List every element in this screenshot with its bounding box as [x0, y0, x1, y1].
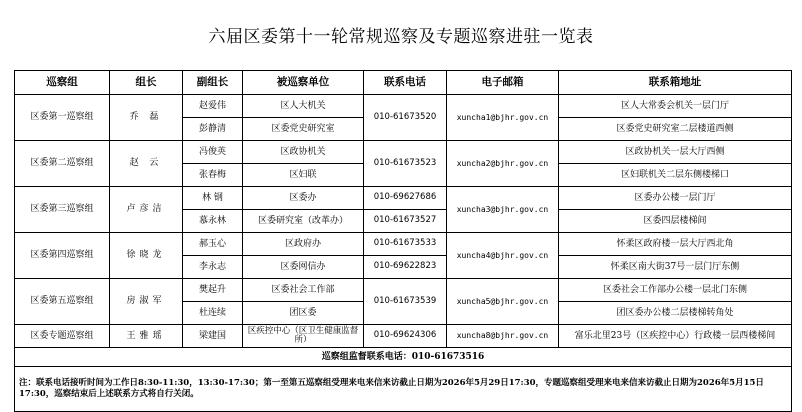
inspected-unit: 区人大机关	[243, 95, 364, 118]
inspected-unit: 区政协机关	[243, 141, 364, 164]
contact-email: xuncha3@bjhr.gov.cn	[447, 187, 559, 233]
group-name: 区委第一巡察组	[15, 95, 110, 141]
inspected-unit: 区妇联	[243, 164, 364, 187]
group-name: 区委第三巡察组	[15, 187, 110, 233]
group-leader: 赵 云	[110, 141, 183, 187]
contact-phone: 010-61673520	[364, 95, 447, 141]
inspected-unit: 区委办	[243, 187, 364, 210]
mailbox-address: 怀柔区政府楼一层大厅西北角	[559, 233, 792, 256]
contact-phone: 010-61673523	[364, 141, 447, 187]
contact-phone: 010-69622823	[364, 256, 447, 279]
mailbox-address: 区妇联机关二层东侧楼梯口	[559, 164, 792, 187]
contact-phone: 010-61673533	[364, 233, 447, 256]
contact-email: xuncha2@bjhr.gov.cn	[447, 141, 559, 187]
contact-email: xuncha1@bjhr.gov.cn	[447, 95, 559, 141]
table-body	[15, 95, 792, 412]
mailbox-address: 区人大常委会机关一层门厅	[559, 95, 792, 118]
header-address: 联系箱地址	[559, 71, 792, 95]
inspected-unit: 区委社会工作部	[243, 279, 364, 302]
deputy-leader: 林 钢	[183, 187, 243, 210]
table-header-row	[15, 71, 792, 95]
group-name: 区委第二巡察组	[15, 141, 110, 187]
contact-phone: 010-61673527	[364, 210, 447, 233]
contact-email: xuncha5@bjhr.gov.cn	[447, 279, 559, 325]
inspected-unit: 区政府办	[243, 233, 364, 256]
inspected-unit: 区委网信办	[243, 256, 364, 279]
group-leader: 乔 磊	[110, 95, 183, 141]
deputy-leader: 冯俊英	[183, 141, 243, 164]
inspected-unit: 团区委	[243, 302, 364, 325]
deputy-leader: 赵爱伟	[183, 95, 243, 118]
inspected-unit: 区疾控中心（区卫生健康监督所）	[243, 325, 364, 348]
group-name: 区委专题巡察组	[15, 325, 110, 348]
table-row	[15, 325, 792, 348]
mailbox-address: 区委社会工作部办公楼一层北门东侧	[559, 279, 792, 302]
header-unit: 被巡察单位	[243, 71, 364, 95]
table-row	[15, 187, 792, 210]
contact-phone: 010-69624306	[364, 325, 447, 348]
deputy-leader: 郝玉心	[183, 233, 243, 256]
mailbox-address: 富乐北里23号（区疾控中心）行政楼一层西楼梯间	[559, 325, 792, 348]
contact-email: xuncha8@bjhr.gov.cn	[447, 325, 559, 348]
mailbox-address: 团区委办公楼二层楼梯转角处	[559, 302, 792, 325]
inspection-roster-table	[14, 70, 792, 412]
table-row	[15, 279, 792, 302]
hotline-text: 巡察组监督联系电话：010-61673516	[15, 348, 792, 367]
mailbox-address: 怀柔区南大街37号一层门厅东侧	[559, 256, 792, 279]
mailbox-address: 区委办公楼一层门厅	[559, 187, 792, 210]
inspected-unit: 区委研究室（改革办）	[243, 210, 364, 233]
contact-email: xuncha4@bjhr.gov.cn	[447, 233, 559, 279]
notes-row	[15, 367, 792, 412]
deputy-leader: 樊起升	[183, 279, 243, 302]
header-deputy: 副组长	[183, 71, 243, 95]
group-leader: 卢彦洁	[110, 187, 183, 233]
deputy-leader: 张春梅	[183, 164, 243, 187]
notes-text: 注：联系电话接听时间为工作日8:30-11:30，13:30-17:30；第一至第五巡察组受理来电来信来访截止日期为2026年5月29日17:30，专题巡察组受理来电来信来访截止日期为2026年5月15日17:30，巡察结束后上述联系方式将自行关闭。	[15, 367, 792, 412]
group-leader: 房淑军	[110, 279, 183, 325]
deputy-leader: 彭静清	[183, 118, 243, 141]
header-group: 巡察组	[15, 71, 110, 95]
table-row	[15, 141, 792, 164]
contact-phone: 010-61673539	[364, 279, 447, 325]
header-phone: 联系电话	[364, 71, 447, 95]
inspected-unit: 区委党史研究室	[243, 118, 364, 141]
mailbox-address: 区政协机关一层大厅西侧	[559, 141, 792, 164]
group-name: 区委第四巡察组	[15, 233, 110, 279]
deputy-leader: 梁建国	[183, 325, 243, 348]
header-leader: 组长	[110, 71, 183, 95]
deputy-leader: 杜连续	[183, 302, 243, 325]
page-title: 六届区委第十一轮常规巡察及专题巡察进驻一览表	[208, 27, 594, 47]
mailbox-address: 区委党史研究室二层楼道西侧	[559, 118, 792, 141]
contact-phone: 010-69627686	[364, 187, 447, 210]
header-email: 电子邮箱	[447, 71, 559, 95]
group-name: 区委第五巡察组	[15, 279, 110, 325]
mailbox-address: 区委四层楼梯间	[559, 210, 792, 233]
table-row	[15, 233, 792, 256]
table-row	[15, 95, 792, 118]
group-leader: 徐晓龙	[110, 233, 183, 279]
deputy-leader: 慕永林	[183, 210, 243, 233]
hotline-row	[15, 348, 792, 367]
group-leader: 王雅瑶	[110, 325, 183, 348]
deputy-leader: 李永志	[183, 256, 243, 279]
